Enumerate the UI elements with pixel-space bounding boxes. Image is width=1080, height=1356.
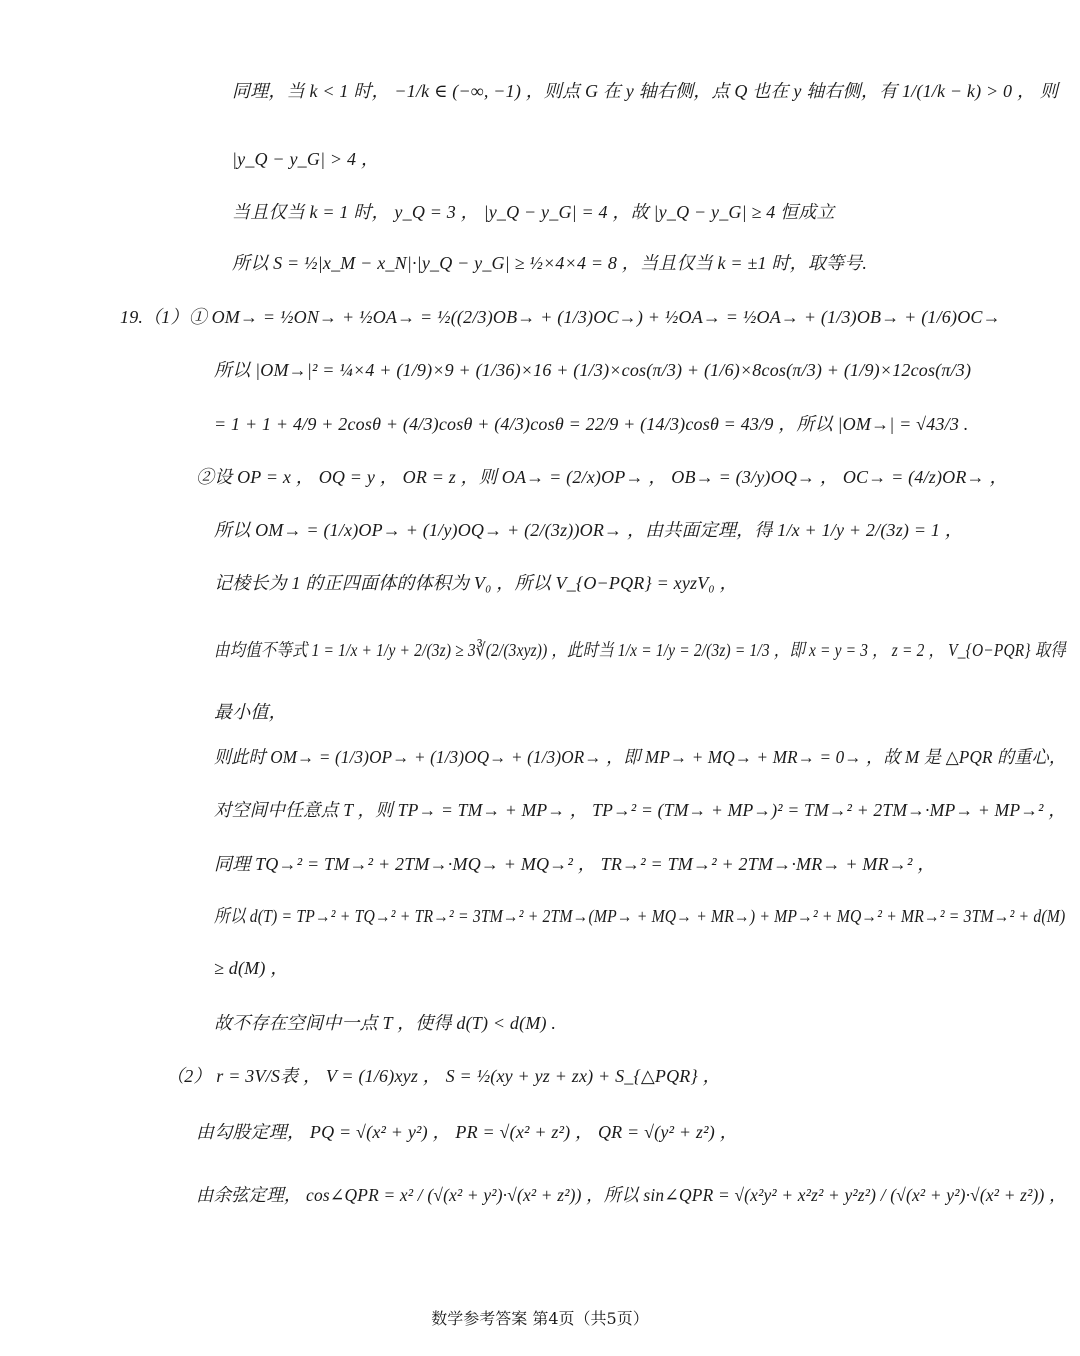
- line-8: ②设 OP = x ， OQ = y ， OR = z ，则 OA→ = (2/x)OP→ ， OB→ = (3/y)OQ→ ， OC→ = (4/z)OR→ ，: [196, 467, 1008, 487]
- line-15: 同理 TQ→² = TM→² + 2TM→·MQ→ + MQ→² ， TR→² = TM→² + 2TM→·MR→ + MR→² ，: [214, 854, 936, 874]
- line-12: 最小值，: [214, 702, 287, 722]
- line-10: 记棱长为 1 的正四面体的体积为 V₀ ，所以 V_{O−PQR} = xyzV₀ ，: [214, 573, 738, 593]
- line-6: 所以 |OM→|² = ¼×4 + (1/9)×9 + (1/36)×16 + (1/3)×cos(π/3) + (1/6)×8cos(π/3) + (1/9)×12cos(π/3): [214, 360, 972, 380]
- line-19: （2） r = 3V/S表 ， V = (1/6)xyz ， S = ½(xy + yz + zx) + S_{△PQR} ，: [166, 1066, 721, 1086]
- line-11: 由均值不等式 1 = 1/x + 1/y + 2/(3z) ≥ 3∛(2/(3xyz)) ，此时当 1/x = 1/y = 2/(3z) = 1/3 ，即 x = y = 3 ， z = 2 ， V_{O−PQR} 取得: [214, 640, 1066, 660]
- line-4: 所以 S = ½|x_M − x_N|·|y_Q − y_G| ≥ ½×4×4 = 8 ，当且仅当 k = ±1 时，取等号.: [232, 253, 868, 273]
- line-13: 则此时 OM→ = (1/3)OP→ + (1/3)OQ→ + (1/3)OR→ ，即 MP→ + MQ→ + MR→ = 0→ ，故 M 是 △PQR 的重心，: [214, 747, 1067, 767]
- line-17: ≥ d(M) ，: [214, 958, 289, 978]
- line-9: 所以 OM→ = (1/x)OP→ + (1/y)OQ→ + (2/(3z))OR→ ，由共面定理，得 1/x + 1/y + 2/(3z) = 1 ，: [214, 520, 963, 540]
- line-14: 对空间中任意点 T ，则 TP→ = TM→ + MP→ ， TP→² = (TM→ + MP→)² = TM→² + 2TM→·MP→ + MP→² ，: [214, 800, 1067, 820]
- page-footer: 数学参考答案 第4页（共5页）: [431, 1309, 649, 1328]
- line-16: 所以 d(T) = TP→² + TQ→² + TR→² = 3TM→² + 2TM→(MP→ + MQ→ + MR→) + MP→² + MQ→² + MR→² = 3TM→² + d(M): [214, 906, 1066, 926]
- line-20: 由勾股定理， PQ = √(x² + y²) ， PR = √(x² + z²) ， QR = √(y² + z²) ，: [196, 1122, 738, 1142]
- line-18: 故不存在空间中一点 T ，使得 d(T) < d(M) .: [214, 1013, 557, 1033]
- line-5: 19.（1）① OM→ = ½ON→ + ½OA→ = ½((2/3)OB→ + (1/3)OC→) + ½OA→ = ½OA→ + (1/3)OB→ + (1/6)OC→: [120, 307, 1001, 327]
- line-7: = 1 + 1 + 4/9 + 2cosθ + (4/3)cosθ + (4/3)cosθ = 22/9 + (14/3)cosθ = 43/9 ，所以 |OM→| = √43/3 .: [214, 414, 969, 434]
- line-1: 同理，当 k < 1 时， −1/k ∈ (−∞, −1) ，则点 G 在 y 轴右侧，点 Q 也在 y 轴右侧，有 1/(1/k − k) > 0 ， 则: [232, 81, 1059, 101]
- line-21: 由余弦定理， cos∠QPR = x² / (√(x² + y²)·√(x² + z²)) ，所以 sin∠QPR = √(x²y² + x²z² + y²z²) / (√(x² + y²)·√(x² + z²)) ，: [196, 1185, 1067, 1205]
- line-3: 当且仅当 k = 1 时， y_Q = 3 ， |y_Q − y_G| = 4 ，故 |y_Q − y_G| ≥ 4 恒成立: [232, 202, 835, 222]
- line-2: |y_Q − y_G| > 4 ，: [232, 149, 380, 169]
